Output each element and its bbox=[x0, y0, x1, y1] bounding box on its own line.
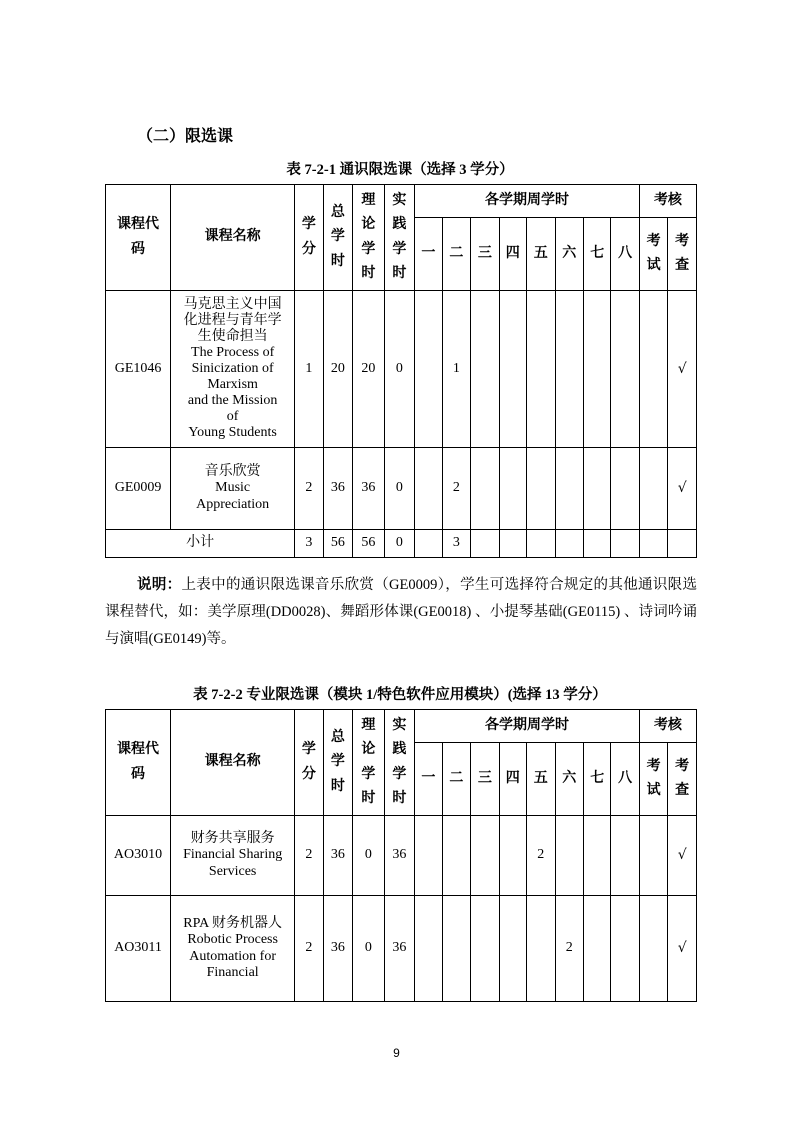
course-name-line: 财务共享服务 bbox=[190, 831, 275, 847]
course-name-line: Robotic Process bbox=[187, 932, 278, 948]
semester-cell bbox=[611, 896, 639, 1002]
semester-cell bbox=[611, 448, 639, 530]
course-code: GE1046 bbox=[106, 291, 171, 448]
section-heading: （二）限选课 bbox=[137, 128, 234, 145]
header-total-label: 总学时 bbox=[330, 204, 345, 269]
semester-6: 六 bbox=[555, 218, 583, 291]
semester-cell bbox=[442, 896, 470, 1002]
semester-cell bbox=[611, 291, 639, 448]
semester-cell bbox=[555, 530, 583, 558]
check-mark: √ bbox=[668, 816, 697, 896]
note-paragraph bbox=[105, 572, 697, 653]
course-name bbox=[171, 896, 295, 1002]
credit-cell: 2 bbox=[295, 816, 323, 896]
semester-cell bbox=[471, 816, 499, 896]
exam-cell bbox=[639, 816, 667, 896]
exam-cell bbox=[639, 448, 667, 530]
semester-6: 六 bbox=[555, 743, 583, 816]
semester-cell bbox=[611, 530, 639, 558]
semester-1: 一 bbox=[415, 743, 442, 816]
check-cell bbox=[668, 530, 697, 558]
total-hours-cell: 20 bbox=[323, 291, 352, 448]
header-practice-label: 实践学时 bbox=[392, 717, 407, 806]
course-name-line: Services bbox=[208, 863, 257, 879]
header-exam-label: 考试 bbox=[646, 758, 661, 798]
semester-cell bbox=[415, 816, 442, 896]
header-code-label: 课程代码 bbox=[117, 742, 160, 782]
header-check bbox=[668, 743, 697, 816]
semester-3: 三 bbox=[471, 218, 499, 291]
header-exam bbox=[639, 218, 667, 291]
semester-cell bbox=[527, 896, 555, 1002]
header-credit-label: 学分 bbox=[301, 742, 316, 782]
note-text: 上表中的通识限选课音乐欣赏（GE0009），学生可选择符合规定的其他通识限选课程替代，如：美学原理(DD0028)、舞蹈形体课(GE0018) 、小提琴基础(GE0115) 、诗词吟诵与演唱(GE0149)等。 bbox=[105, 577, 698, 647]
total-hours-cell: 36 bbox=[323, 816, 352, 896]
exam-cell bbox=[639, 896, 667, 1002]
exam-cell bbox=[639, 291, 667, 448]
total-hours-cell: 56 bbox=[323, 530, 352, 558]
course-code: AO3010 bbox=[106, 816, 171, 896]
note-label: 说明： bbox=[137, 577, 182, 593]
semester-4: 四 bbox=[499, 743, 526, 816]
table-row bbox=[106, 896, 697, 1002]
course-name-line: 生使命担当 bbox=[197, 328, 268, 344]
semester-cell bbox=[583, 448, 610, 530]
course-name-line: of bbox=[226, 409, 239, 425]
semester-cell bbox=[415, 530, 442, 558]
course-name-line: RPA 财务机器人 bbox=[183, 916, 282, 932]
check-mark: √ bbox=[668, 291, 697, 448]
credit-cell: 2 bbox=[295, 448, 323, 530]
header-code bbox=[106, 710, 171, 816]
course-name-line: 马克思主义中国 bbox=[183, 296, 282, 312]
header-code-label: 课程代码 bbox=[117, 217, 160, 257]
semester-2: 二 bbox=[442, 743, 470, 816]
semester-cell: 2 bbox=[527, 816, 555, 896]
header-exam-label: 考试 bbox=[646, 233, 661, 273]
practice-hours-cell: 0 bbox=[384, 291, 415, 448]
header-total-hours bbox=[323, 185, 352, 291]
theory-hours-cell: 20 bbox=[353, 291, 385, 448]
header-weekly-hours: 各学期周学时 bbox=[415, 185, 640, 218]
semester-cell bbox=[499, 291, 526, 448]
practice-hours-cell: 36 bbox=[384, 816, 415, 896]
course-name-line: The Process of bbox=[191, 344, 275, 360]
semester-8: 八 bbox=[611, 743, 639, 816]
semester-cell bbox=[499, 816, 526, 896]
course-name-line: Music bbox=[215, 480, 251, 496]
semester-cell bbox=[583, 291, 610, 448]
semester-cell bbox=[471, 530, 499, 558]
total-hours-cell: 36 bbox=[323, 448, 352, 530]
table1-caption: 表 7-2-1 通识限选课（选择 3 学分） bbox=[286, 162, 514, 178]
semester-1: 一 bbox=[415, 218, 442, 291]
semester-cell bbox=[499, 530, 526, 558]
course-name-line: and the Mission bbox=[187, 393, 278, 409]
header-name: 课程名称 bbox=[171, 185, 295, 291]
table-row bbox=[106, 816, 697, 896]
course-name-line: 化进程与青年学 bbox=[183, 312, 282, 328]
credit-cell: 3 bbox=[295, 530, 323, 558]
semester-cell bbox=[555, 291, 583, 448]
major-elective-table bbox=[105, 709, 697, 1002]
course-name-line: Financial Sharing bbox=[183, 847, 283, 863]
semester-cell: 2 bbox=[555, 896, 583, 1002]
header-total-label: 总学时 bbox=[330, 729, 345, 794]
table-row bbox=[106, 291, 697, 448]
theory-hours-cell: 0 bbox=[353, 896, 385, 1002]
semester-cell: 2 bbox=[442, 448, 470, 530]
course-name-line: Appreciation bbox=[196, 496, 270, 512]
table-row bbox=[106, 448, 697, 530]
semester-cell bbox=[415, 896, 442, 1002]
semester-2: 二 bbox=[442, 218, 470, 291]
header-assessment: 考核 bbox=[639, 710, 696, 743]
header-theory-hours bbox=[353, 710, 385, 816]
check-mark: √ bbox=[668, 448, 697, 530]
general-elective-table bbox=[105, 184, 697, 558]
course-name bbox=[171, 448, 295, 530]
header-weekly-hours: 各学期周学时 bbox=[415, 710, 640, 743]
practice-hours-cell: 36 bbox=[384, 896, 415, 1002]
semester-cell bbox=[499, 896, 526, 1002]
semester-cell bbox=[527, 530, 555, 558]
course-name-line: Young Students bbox=[188, 425, 277, 441]
semester-cell: 3 bbox=[442, 530, 470, 558]
semester-cell bbox=[415, 291, 442, 448]
header-total-hours bbox=[323, 710, 352, 816]
semester-3: 三 bbox=[471, 743, 499, 816]
semester-cell bbox=[555, 448, 583, 530]
course-code: AO3011 bbox=[106, 896, 171, 1002]
subtotal-row bbox=[106, 530, 697, 558]
page-number: 9 bbox=[393, 1046, 400, 1060]
header-code bbox=[106, 185, 171, 291]
semester-cell bbox=[415, 448, 442, 530]
header-credit-label: 学分 bbox=[301, 217, 316, 257]
course-name-line: 音乐欣赏 bbox=[204, 464, 261, 480]
header-check bbox=[668, 218, 697, 291]
header-check-label: 考查 bbox=[675, 758, 690, 798]
header-practice-label: 实践学时 bbox=[392, 192, 407, 281]
semester-8: 八 bbox=[611, 218, 639, 291]
course-name bbox=[171, 816, 295, 896]
course-name-line: Financial bbox=[206, 964, 259, 980]
semester-cell bbox=[471, 291, 499, 448]
semester-cell bbox=[583, 816, 610, 896]
practice-hours-cell: 0 bbox=[384, 530, 415, 558]
semester-cell bbox=[527, 291, 555, 448]
semester-cell bbox=[583, 896, 610, 1002]
semester-cell bbox=[555, 816, 583, 896]
semester-cell bbox=[442, 816, 470, 896]
header-assessment: 考核 bbox=[639, 185, 696, 218]
credit-cell: 1 bbox=[295, 291, 323, 448]
semester-7: 七 bbox=[583, 743, 610, 816]
semester-4: 四 bbox=[499, 218, 526, 291]
semester-cell bbox=[499, 448, 526, 530]
header-credit bbox=[295, 710, 323, 816]
header-credit bbox=[295, 185, 323, 291]
subtotal-label: 小计 bbox=[106, 530, 295, 558]
theory-hours-cell: 36 bbox=[353, 448, 385, 530]
header-theory-hours bbox=[353, 185, 385, 291]
header-exam bbox=[639, 743, 667, 816]
credit-cell: 2 bbox=[295, 896, 323, 1002]
header-practice-hours bbox=[384, 710, 415, 816]
table2-caption: 表 7-2-2 专业限选课（模块 1/特色软件应用模块）(选择 13 学分） bbox=[193, 687, 607, 703]
practice-hours-cell: 0 bbox=[384, 448, 415, 530]
semester-cell bbox=[583, 530, 610, 558]
header-practice-hours bbox=[384, 185, 415, 291]
course-name-line: Sinicization of bbox=[191, 360, 274, 376]
semester-7: 七 bbox=[583, 218, 610, 291]
total-hours-cell: 36 bbox=[323, 896, 352, 1002]
exam-cell bbox=[639, 530, 667, 558]
semester-cell: 1 bbox=[442, 291, 470, 448]
course-code: GE0009 bbox=[106, 448, 171, 530]
course-name bbox=[171, 291, 295, 448]
semester-cell bbox=[471, 448, 499, 530]
theory-hours-cell: 56 bbox=[353, 530, 385, 558]
header-theory-label: 理论学时 bbox=[361, 192, 376, 281]
semester-5: 五 bbox=[527, 218, 555, 291]
semester-cell bbox=[471, 896, 499, 1002]
semester-cell bbox=[611, 816, 639, 896]
semester-cell bbox=[527, 448, 555, 530]
semester-5: 五 bbox=[527, 743, 555, 816]
course-name-line: Automation for bbox=[189, 948, 276, 964]
course-name-line: Marxism bbox=[207, 377, 258, 393]
check-mark: √ bbox=[668, 896, 697, 1002]
theory-hours-cell: 0 bbox=[353, 816, 385, 896]
header-name: 课程名称 bbox=[171, 710, 295, 816]
header-theory-label: 理论学时 bbox=[361, 717, 376, 806]
header-check-label: 考查 bbox=[675, 233, 690, 273]
